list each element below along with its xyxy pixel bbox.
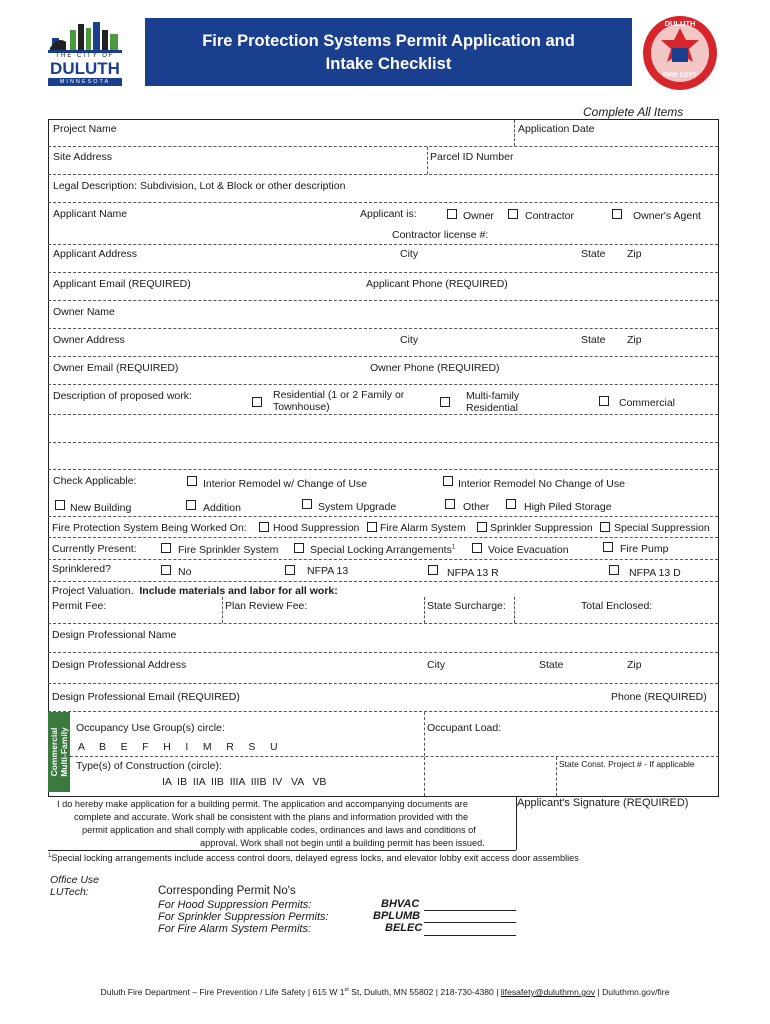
applicant-is-label: Applicant is: (360, 208, 417, 220)
fire-sprinkler-system-checkbox[interactable] (161, 543, 171, 553)
divider (424, 757, 425, 796)
owner-phone-label[interactable]: Owner Phone (REQUIRED) (370, 362, 500, 374)
design-pro-zip-label[interactable]: Zip (627, 659, 642, 671)
applicant-zip-label[interactable]: Zip (627, 248, 642, 260)
applicant-city-label[interactable]: City (400, 248, 419, 260)
bhvac-line[interactable] (424, 910, 516, 911)
contractor-label: Contractor (525, 210, 575, 222)
interior-remodel-no-change-checkbox[interactable] (443, 476, 453, 486)
divider (48, 414, 718, 415)
applicant-email-label[interactable]: Applicant Email (REQUIRED) (53, 278, 191, 290)
owner-checkbox[interactable] (447, 209, 457, 219)
other-label: Other (463, 501, 490, 513)
description-label[interactable]: Description of proposed work: (53, 390, 192, 402)
currently-present-label: Currently Present: (52, 543, 137, 555)
project-name-label[interactable]: Project Name (53, 123, 117, 135)
no-label: No (178, 566, 192, 578)
new-building-checkbox[interactable] (55, 500, 65, 510)
applicant-address-label[interactable]: Applicant Address (53, 248, 138, 260)
lutech-label: LUTech: (50, 886, 89, 898)
owner-name-label[interactable]: Owner Name (53, 306, 115, 318)
nfpa13d-label: NFPA 13 D (629, 567, 681, 579)
divider (70, 756, 719, 757)
applicant-name-label[interactable]: Applicant Name (53, 208, 128, 220)
footer-text-1: Duluth Fire Department – Fire Prevention / Life Safety | 615 W 1 (100, 987, 345, 997)
high-piled-checkbox[interactable] (506, 499, 516, 509)
other-checkbox[interactable] (445, 499, 455, 509)
nfpa13d-checkbox[interactable] (609, 565, 619, 575)
addition-label: Addition (203, 502, 241, 514)
divider (424, 597, 425, 623)
footer-text-2: St, Duluth, MN 55802 | 218-730-4380 | (348, 987, 501, 997)
plan-review-fee-label[interactable]: Plan Review Fee: (225, 600, 308, 612)
residential-label-1: Residential (1 or 2 Family or (273, 389, 405, 401)
construction-type-label[interactable]: Type(s) of Construction (circle): (76, 760, 222, 772)
interior-remodel-change-label: Interior Remodel w/ Change of Use (203, 478, 367, 490)
declaration-line-2: complete and accurate. Work shall be consistent with the plans and information provided with the (74, 812, 469, 822)
sprinkler-permits-label: For Sprinkler Suppression Permits: (158, 911, 329, 923)
divider (48, 652, 718, 653)
check-applicable-label: Check Applicable: (53, 475, 137, 487)
special-locking-checkbox[interactable] (294, 543, 304, 553)
bplumb-line[interactable] (424, 922, 516, 923)
divider (48, 469, 718, 470)
special-locking-label (310, 544, 455, 556)
fire-alarm-label: Fire Alarm System (380, 522, 466, 534)
owner-address-label[interactable]: Owner Address (53, 334, 125, 346)
footer-email-link[interactable]: lifesafety@duluthmn.gov (500, 987, 596, 997)
divider (48, 850, 516, 851)
permit-fee-label[interactable]: Permit Fee: (52, 600, 107, 612)
footnote-text: Special locking arrangements include access control doors, delayed egress locks, and elevator lobby exit access door assemblies (51, 853, 579, 864)
bplumb-label: BPLUMB (373, 910, 421, 922)
divider (48, 300, 718, 301)
divider (48, 516, 718, 517)
belec-line[interactable] (424, 935, 516, 936)
design-pro-address-label[interactable]: Design Professional Address (52, 659, 187, 671)
divider (48, 146, 718, 147)
owner-label: Owner (463, 210, 494, 222)
signature-label[interactable]: Applicant's Signature (REQUIRED) (517, 797, 689, 809)
site-address-label[interactable]: Site Address (53, 151, 112, 163)
contractor-checkbox[interactable] (508, 209, 518, 219)
complete-all-items: Complete All Items (583, 105, 684, 119)
owner-city-label[interactable]: City (400, 334, 419, 346)
declaration-line-3: permit application and shall comply with applicable codes, ordinances and laws and conditions of (82, 825, 476, 835)
divider (48, 328, 718, 329)
include-materials-text: Include materials and labor for all work: (139, 585, 338, 597)
side-tab-label (49, 727, 69, 777)
divider (48, 623, 718, 624)
nfpa13r-label: NFPA 13 R (447, 567, 499, 579)
city-logo-state: MINNESOTA (59, 79, 111, 85)
new-building-label: New Building (70, 502, 132, 514)
divider (48, 244, 718, 245)
footnote (48, 853, 579, 863)
special-supp-checkbox[interactable] (600, 522, 610, 532)
design-pro-city-label[interactable]: City (427, 659, 446, 671)
fire-sprinkler-system-label: Fire Sprinkler System (178, 544, 279, 556)
seal-top-text: DULUTH (664, 19, 696, 28)
no-checkbox[interactable] (161, 565, 171, 575)
application-date-label[interactable]: Application Date (518, 123, 595, 135)
total-enclosed-label[interactable]: Total Enclosed: (581, 600, 653, 612)
alarm-permits-label: For Fire Alarm System Permits: (158, 923, 311, 935)
divider (48, 202, 718, 203)
applicant-state-label[interactable]: State (581, 248, 606, 260)
bhvac-label: BHVAC (381, 898, 420, 910)
residential-checkbox[interactable] (252, 397, 262, 407)
high-piled-label: High Piled Storage (524, 501, 612, 513)
divider (48, 356, 718, 357)
divider (556, 757, 557, 796)
footer (0, 987, 770, 997)
owner-state-label[interactable]: State (581, 334, 606, 346)
owner-zip-label[interactable]: Zip (627, 334, 642, 346)
occupancy-letters[interactable]: A B E F H I M R S U (78, 741, 278, 753)
belec-label: BELEC (385, 922, 423, 934)
legal-description-label[interactable]: Legal Description: Subdivision, Lot & Block or other description (53, 180, 346, 192)
design-pro-state-label[interactable]: State (539, 659, 564, 671)
contractor-license-label[interactable]: Contractor license #: (392, 229, 489, 241)
city-logo-top: THE CITY OF (55, 53, 115, 59)
design-pro-email-label[interactable]: Design Professional Email (REQUIRED) (52, 691, 240, 703)
divider (516, 797, 517, 850)
divider (514, 120, 515, 146)
footnote-num: 1 (48, 853, 52, 859)
office-use-label: Office Use (50, 874, 100, 886)
nfpa13-checkbox[interactable] (285, 565, 295, 575)
divider (222, 597, 223, 623)
multifamily-label-2: Residential (466, 402, 518, 414)
hood-label: Hood Suppression (273, 522, 360, 534)
footer-sup: st (344, 987, 349, 994)
owners-agent-checkbox[interactable] (612, 209, 622, 219)
title-line-2: Intake Checklist (325, 55, 452, 73)
divider (48, 581, 718, 582)
state-const-project-label[interactable]: State Const. Project # - If applicable (559, 759, 695, 769)
nfpa13-label: NFPA 13 (307, 565, 349, 577)
owner-email-label[interactable]: Owner Email (REQUIRED) (53, 362, 179, 374)
declaration-line-1: I do hereby make application for a building permit. The application and accompanying documents are (57, 799, 468, 809)
sprinkler-supp-label: Sprinkler Suppression (490, 522, 593, 534)
interior-remodel-no-change-label: Interior Remodel No Change of Use (458, 478, 625, 490)
special-supp-label: Special Suppression (614, 522, 710, 534)
divider (48, 537, 718, 538)
sprinkler-supp-checkbox[interactable] (477, 522, 487, 532)
commercial-label: Commercial (619, 397, 676, 409)
fire-alarm-checkbox[interactable] (367, 522, 377, 532)
residential-label-2: Townhouse) (273, 401, 330, 413)
project-valuation-label[interactable] (52, 585, 338, 597)
divider (424, 712, 425, 756)
commercial-checkbox[interactable] (599, 396, 609, 406)
city-logo-name: DULUTH (50, 59, 120, 78)
addition-checkbox[interactable] (186, 500, 196, 510)
divider (48, 384, 718, 385)
special-locking-text: Special Locking Arrangements (310, 544, 452, 556)
seal-bottom-text: FIRE DEPT (663, 72, 697, 79)
voice-evac-checkbox[interactable] (472, 543, 482, 553)
divider (48, 683, 718, 684)
fire-pump-checkbox[interactable] (603, 542, 613, 552)
system-upgrade-checkbox[interactable] (302, 499, 312, 509)
occupancy-label[interactable]: Occupancy Use Group(s) circle: (76, 722, 225, 734)
interior-remodel-change-checkbox[interactable] (187, 476, 197, 486)
title-line-1: Fire Protection Systems Permit Application and (202, 32, 575, 50)
state-surcharge-label[interactable]: State Surcharge: (427, 600, 506, 612)
voice-evac-label: Voice Evacuation (488, 544, 569, 556)
design-pro-phone-label[interactable]: Phone (REQUIRED) (611, 691, 707, 703)
hood-permits-label: For Hood Suppression Permits: (158, 899, 312, 911)
multifamily-checkbox[interactable] (440, 397, 450, 407)
multifamily-label-1: Multi-family (466, 390, 520, 402)
design-pro-name-label[interactable]: Design Professional Name (52, 629, 177, 641)
construction-letters[interactable]: IA IB IIA IIB IIIA IIIB IV VA VB (162, 776, 327, 788)
sprinklered-label: Sprinklered? (52, 563, 111, 575)
applicant-phone-label[interactable]: Applicant Phone (REQUIRED) (366, 278, 508, 290)
occupant-load-label[interactable]: Occupant Load: (427, 722, 502, 734)
side-tab-line-2: Multi-Family (59, 727, 69, 777)
corresponding-permits-label: Corresponding Permit No's (158, 885, 296, 897)
divider (427, 147, 428, 174)
nfpa13r-checkbox[interactable] (428, 565, 438, 575)
owners-agent-label: Owner's Agent (633, 210, 701, 222)
special-locking-sup: 1 (451, 544, 456, 551)
system-upgrade-label: System Upgrade (318, 501, 397, 513)
divider (514, 597, 515, 623)
page-title (145, 30, 632, 76)
divider (48, 174, 718, 175)
divider (48, 559, 718, 560)
side-tab-line-1: Commercial (49, 727, 59, 777)
footer-text-3: | Duluthmn.gov/fire (595, 987, 670, 997)
fire-pump-label: Fire Pump (620, 543, 669, 555)
divider (48, 711, 718, 712)
fp-system-label: Fire Protection System Being Worked On: (52, 522, 247, 534)
parcel-id-label[interactable]: Parcel ID Number (430, 151, 514, 163)
project-valuation-text: Project Valuation. (52, 585, 134, 597)
divider (48, 272, 718, 273)
divider (48, 442, 718, 443)
hood-checkbox[interactable] (259, 522, 269, 532)
declaration-line-4: approval. Work shall not begin until a building permit has been issued. (200, 838, 485, 848)
